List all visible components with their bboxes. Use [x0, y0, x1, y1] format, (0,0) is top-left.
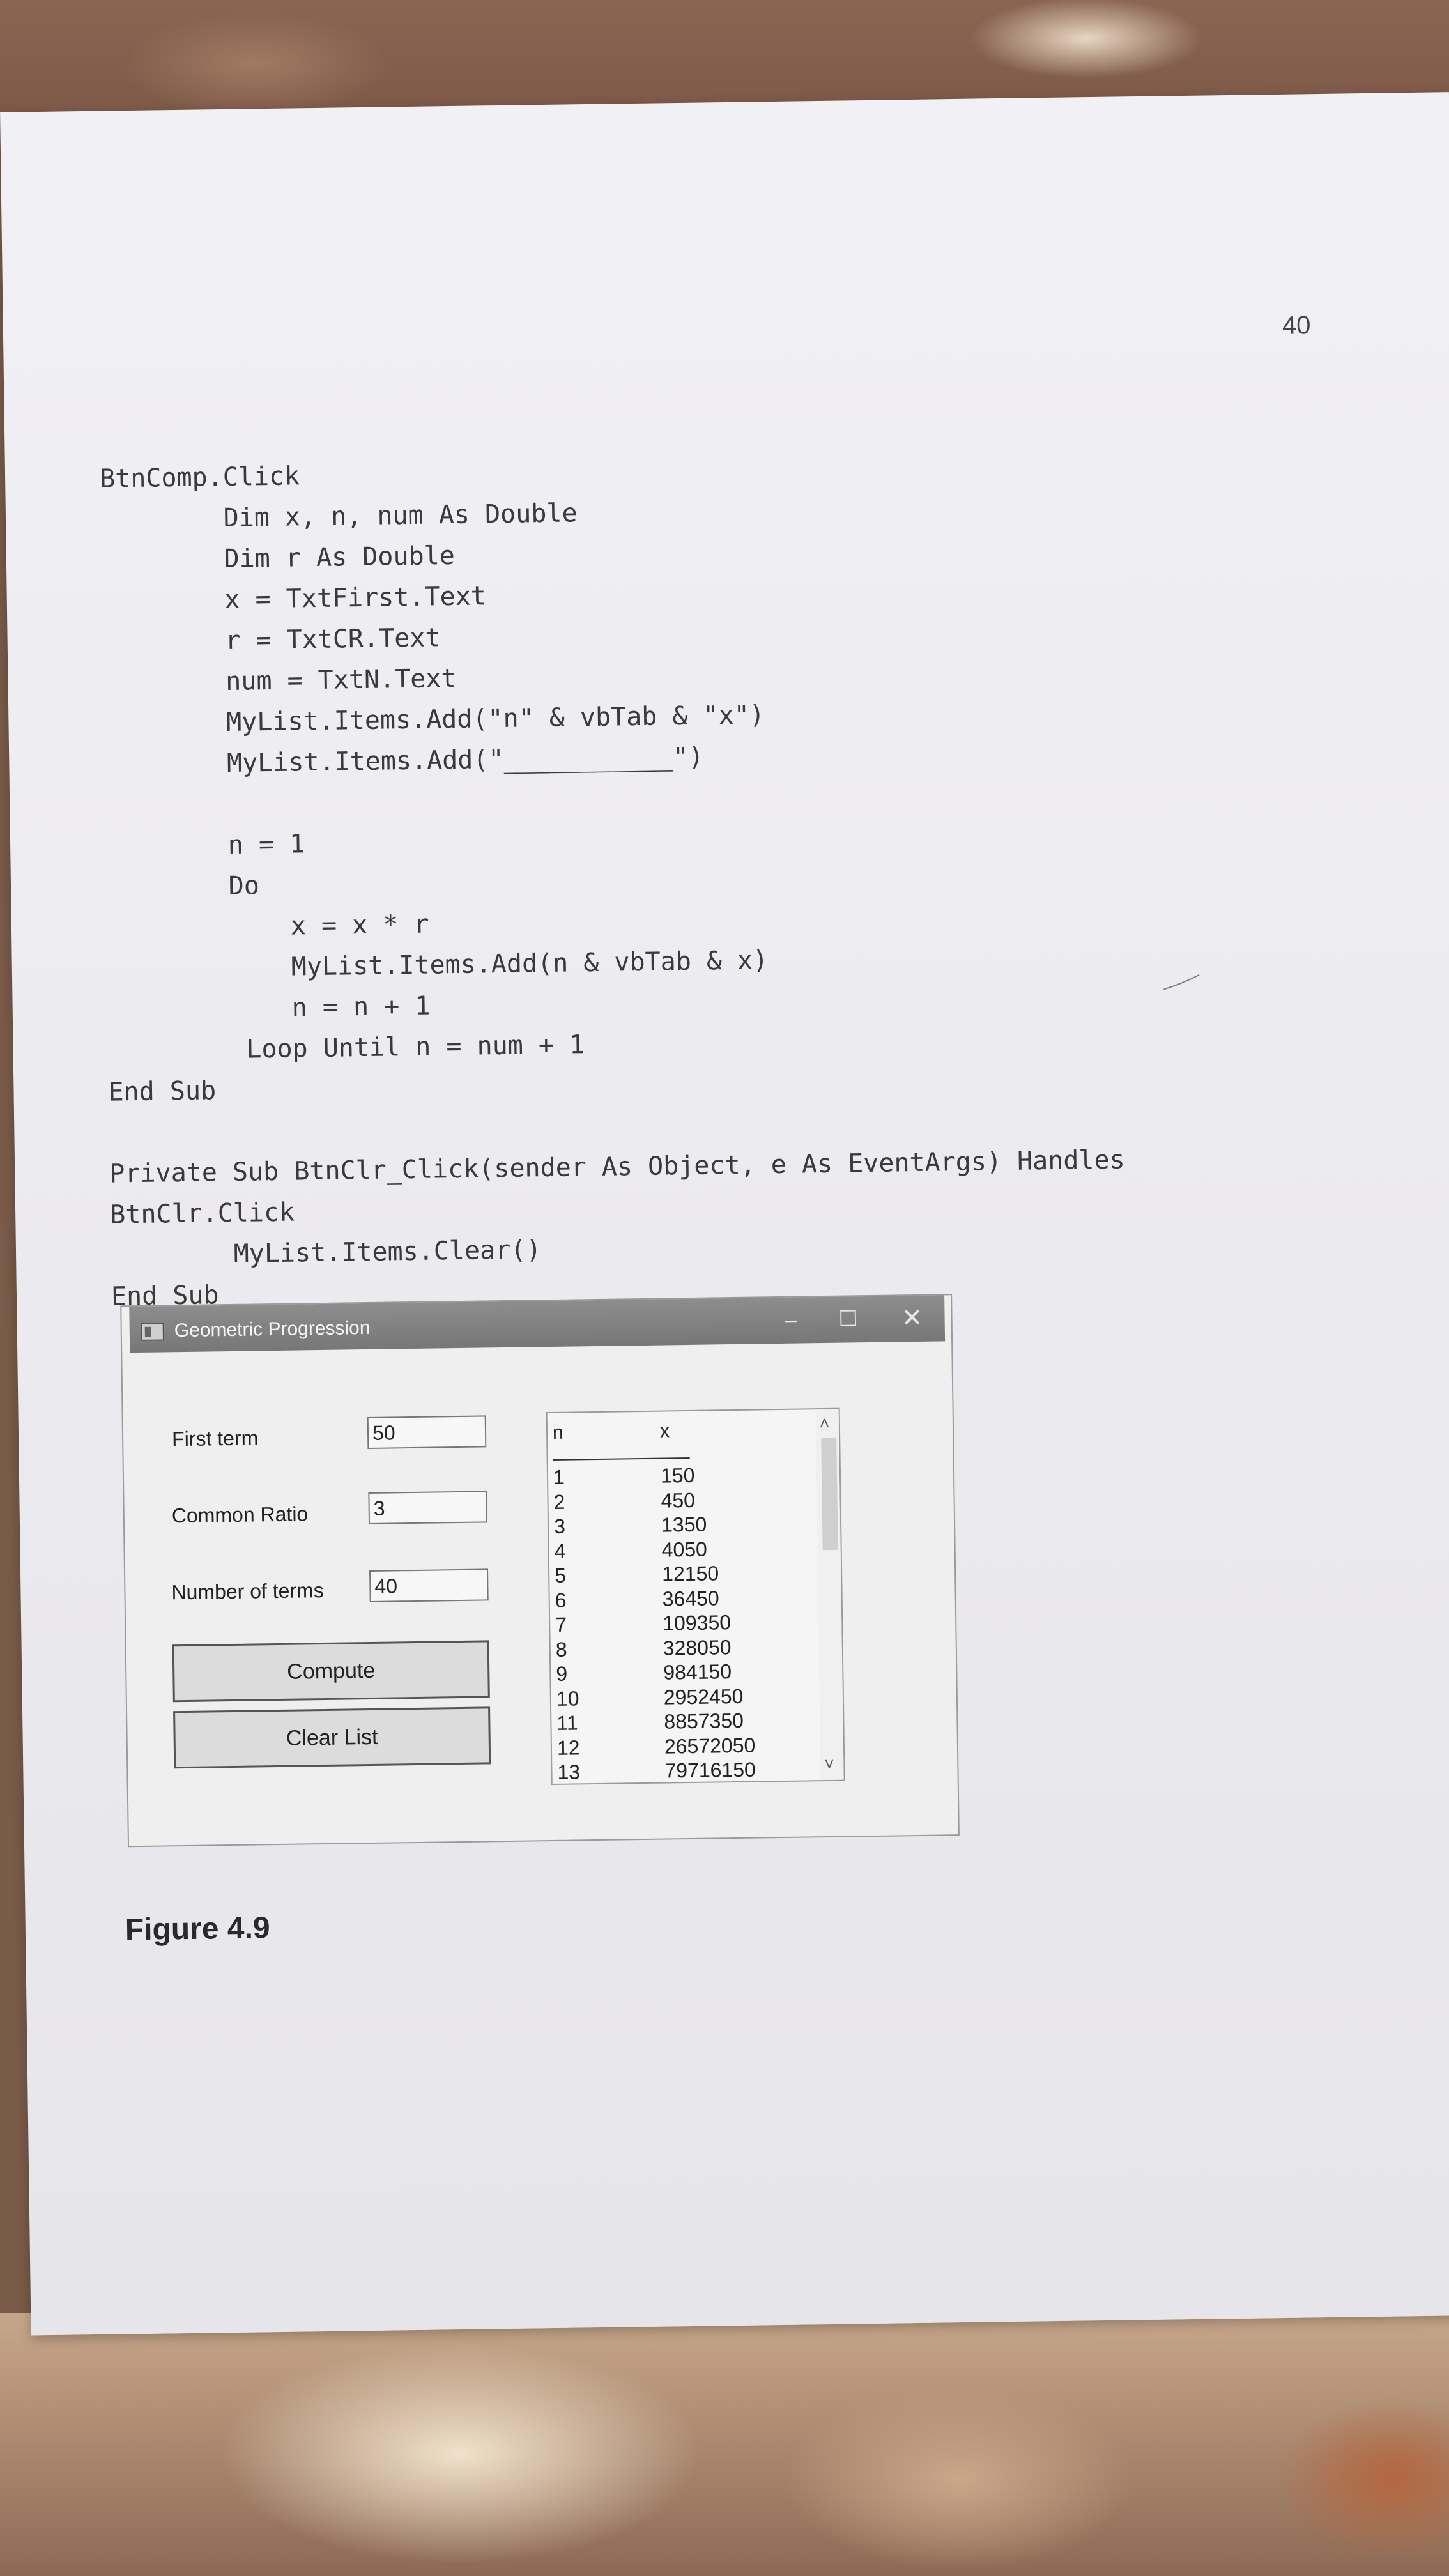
list-item[interactable]	[552, 1733, 820, 1761]
code-line: Dim r As Double	[100, 540, 456, 576]
list-item[interactable]	[552, 1757, 820, 1785]
list-item-n: 7	[555, 1613, 567, 1636]
window-titlebar[interactable]	[129, 1295, 945, 1353]
scroll-down-icon[interactable]: ˅	[824, 1754, 834, 1774]
code-line: Private Sub BtnClr_Click(sender As Object, e As EventArgs) Handles	[109, 1145, 1125, 1189]
figure-caption: Figure 4.9	[125, 1911, 270, 1947]
code-line: r = TxtCR.Text	[102, 623, 441, 657]
code-line: n = 1	[104, 829, 305, 862]
list-item-x: 26572050	[664, 1733, 756, 1758]
list-item-x: 36450	[662, 1586, 719, 1611]
code-line: num = TxtN.Text	[102, 663, 457, 698]
code-line: MyList.Items.Add(n & vbTab & x)	[106, 946, 769, 985]
code-line: Loop Until n = num + 1	[107, 1030, 585, 1066]
list-item-x: 12150	[661, 1561, 719, 1586]
app-icon	[141, 1322, 164, 1341]
list-item-n: 6	[555, 1588, 567, 1612]
clear-list-button[interactable]: Clear List	[173, 1706, 491, 1768]
page-number: 40	[1282, 311, 1311, 340]
first-term-input[interactable]	[367, 1415, 487, 1449]
window-title: Geometric Progression	[174, 1317, 371, 1342]
code-line: Do	[105, 871, 260, 903]
code-line: MyList.Items.Add("___________")	[103, 742, 704, 780]
geometric-progression-window	[120, 1294, 960, 1847]
number-of-terms-input[interactable]	[369, 1568, 489, 1602]
code-line: BtnComp.Click	[99, 461, 300, 494]
code-line: MyList.Items.Clear()	[110, 1235, 542, 1271]
list-item[interactable]	[551, 1634, 819, 1662]
listbox-scrollbar[interactable]	[816, 1409, 844, 1780]
list-item-x: 150	[660, 1463, 695, 1487]
code-line: n = n + 1	[107, 991, 431, 1025]
paper-page	[0, 92, 1449, 2335]
list-item-x: 4050	[661, 1537, 708, 1561]
list-item-n: 3	[553, 1514, 566, 1538]
code-listing	[100, 445, 1127, 1317]
list-rows	[548, 1462, 821, 1785]
fabric-background-bottom	[0, 2313, 1449, 2576]
list-item-x: 109350	[662, 1611, 732, 1635]
list-item[interactable]	[550, 1609, 818, 1637]
first-term-label: First term	[171, 1426, 259, 1451]
list-item[interactable]	[551, 1683, 820, 1712]
scroll-up-icon[interactable]: ˄	[819, 1413, 830, 1433]
list-item[interactable]	[549, 1560, 818, 1588]
list-item-n: 2	[553, 1490, 565, 1514]
list-item-n: 8	[555, 1637, 567, 1661]
pen-mark-icon	[1162, 972, 1200, 992]
list-item-x: 984150	[663, 1660, 732, 1684]
compute-button[interactable]: Compute	[172, 1640, 490, 1702]
code-line: x = x * r	[105, 909, 429, 944]
common-ratio-input[interactable]	[368, 1491, 487, 1524]
list-item[interactable]	[551, 1659, 819, 1687]
code-line: Dim x, n, num As Double	[100, 498, 578, 535]
list-item[interactable]	[549, 1511, 817, 1539]
list-item-n: 4	[554, 1539, 566, 1563]
minimize-icon[interactable]: –	[784, 1307, 797, 1332]
list-item-x: 328050	[663, 1635, 732, 1660]
list-header-rule	[553, 1457, 690, 1460]
list-item[interactable]	[548, 1487, 816, 1515]
code-line: End Sub	[111, 1280, 219, 1312]
list-header-n: n	[552, 1422, 564, 1443]
list-item-n: 1	[553, 1465, 565, 1489]
list-item-n: 12	[556, 1735, 580, 1759]
list-item-n: 11	[556, 1711, 578, 1735]
code-line: x = TxtFirst.Text	[101, 581, 487, 617]
number-of-terms-label: Number of terms	[171, 1578, 324, 1604]
list-item[interactable]	[548, 1462, 816, 1490]
code-line: MyList.Items.Add("n" & vbTab & "x")	[103, 700, 765, 739]
maximize-icon[interactable]: ☐	[838, 1307, 859, 1331]
results-listbox[interactable]	[546, 1408, 845, 1785]
list-item-n: 13	[557, 1760, 581, 1784]
list-item-x: 450	[661, 1488, 696, 1512]
list-item[interactable]	[551, 1708, 820, 1736]
list-item[interactable]	[549, 1585, 818, 1613]
list-item-x: 1350	[661, 1512, 707, 1537]
list-header-x: x	[659, 1420, 670, 1442]
common-ratio-label: Common Ratio	[171, 1502, 309, 1528]
list-item-x: 79716150	[664, 1758, 756, 1782]
code-line: End Sub	[108, 1076, 217, 1107]
list-item-x: 2952450	[663, 1684, 744, 1709]
list-item-n: 5	[554, 1563, 567, 1587]
list-item[interactable]	[549, 1536, 817, 1564]
code-line: BtnClr.Click	[109, 1197, 295, 1230]
list-item-n: 9	[556, 1662, 568, 1685]
list-item-x: 8857350	[664, 1708, 744, 1733]
scroll-thumb[interactable]	[821, 1438, 838, 1550]
list-item-n: 10	[556, 1686, 579, 1710]
close-icon[interactable]: ✕	[901, 1303, 923, 1333]
